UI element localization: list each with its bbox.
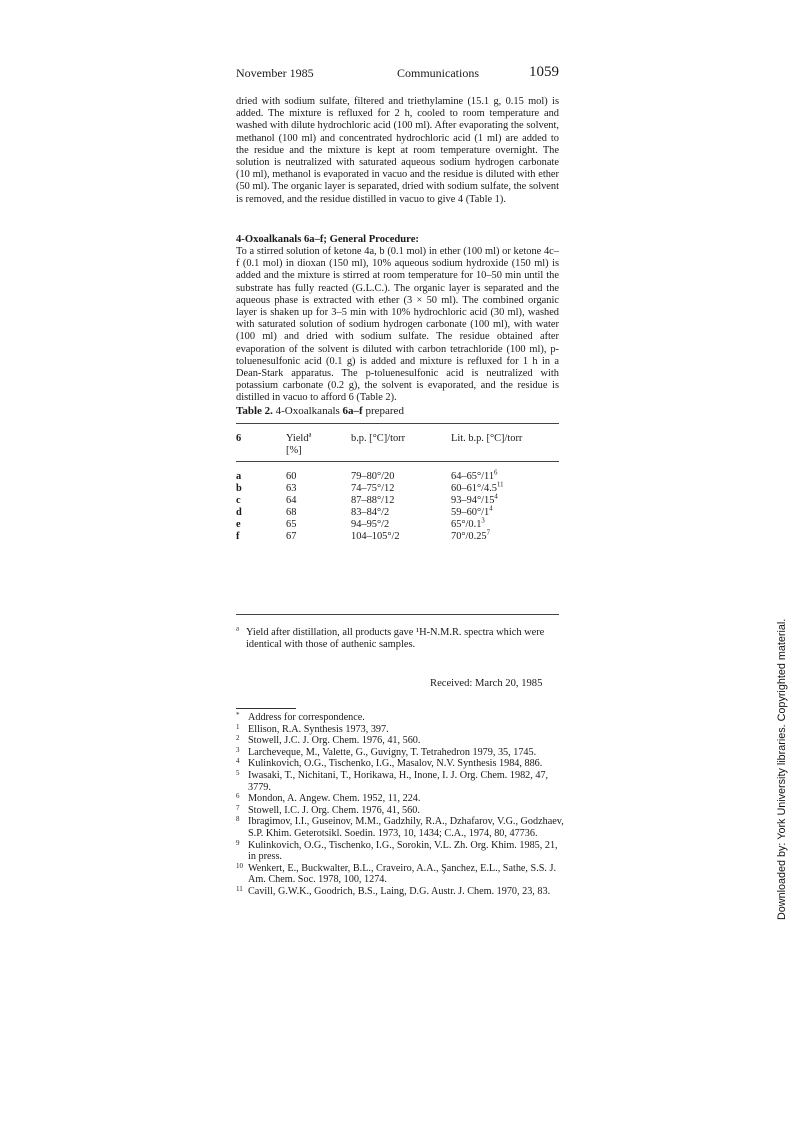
- body-paragraph-2: [236, 246, 559, 405]
- references-list: [236, 712, 566, 898]
- table-row: [236, 483, 559, 495]
- reference-item: [236, 793, 566, 805]
- reference-text: Ibragimov, I.I., Guseinov, M.M., Gadzhily, R.A., Dzhafarov, V.G., Godzhaev, S.P. Khim. Geterotsikl. Soedin. 1973, 10, 1434; C.A., 1974, 80, 47736.: [248, 816, 564, 839]
- received-date: Received: March 20, 1985: [430, 678, 543, 689]
- reference-item: [236, 805, 566, 817]
- lit-bp-value: 65°/0.1: [451, 519, 482, 530]
- cell-lit-bp: [451, 483, 559, 495]
- cell-compound: b: [236, 483, 242, 494]
- reference-text: Stowell, J.C. J. Org. Chem. 1976, 41, 560.: [248, 735, 421, 747]
- col-header-yield: Yield$^a$ [%]: [286, 431, 312, 456]
- reference-item: [236, 747, 566, 759]
- table-row: [236, 507, 559, 519]
- cell-bp: 104–105°/2: [351, 531, 400, 542]
- page-header: [236, 66, 559, 84]
- cell-bp: 83–84°/2: [351, 507, 390, 518]
- body-paragraph-1: [236, 96, 559, 206]
- reference-number: 1: [236, 722, 240, 731]
- reference-text: Iwasaki, T., Nichitani, T., Horikawa, H., Inone, I. J. Org. Chem. 1982, 47, 3779.: [248, 769, 549, 793]
- cell-bp: 74–75°/12: [351, 483, 395, 494]
- reference-text: Wenkert, E., Buckwalter, B.L., Craveiro, A.A., Şanchez, E.L., Sathe, S.S. J. Am. Chem. Soc. 1978, 100, 1274.: [248, 862, 557, 886]
- col-header-compound: 6: [236, 433, 242, 444]
- footnote-text: Yield after distillation, all products gave ¹H-N.M.R. spectra which were identical with those of authenic samples.: [246, 627, 545, 651]
- cell-lit-bp: [451, 507, 559, 519]
- cell-yield: 60: [286, 471, 297, 482]
- section-title: 4-Oxoalkanals 6a–f; General Procedure:: [236, 234, 419, 245]
- cell-compound: a: [236, 471, 242, 482]
- reference-number: 7: [236, 803, 240, 812]
- table-label: Table 2.: [236, 405, 273, 417]
- footnote-divider: [236, 708, 296, 709]
- lit-ref-mark: 11: [497, 481, 504, 489]
- reference-text: Address for correspondence.: [248, 712, 365, 723]
- reference-number: 6: [236, 792, 240, 801]
- table-row: [236, 531, 559, 543]
- cell-compound: f: [236, 531, 240, 542]
- reference-item: [236, 840, 566, 863]
- lit-bp-value: 60–61°/4.5: [451, 483, 498, 494]
- reference-number: 10: [236, 861, 243, 870]
- reference-text: Kulinkovich, O.G., Tischenko, I.G., Masalov, N.V. Synthesis 1984, 886.: [248, 758, 543, 770]
- reference-item: [236, 863, 566, 886]
- reference-item: [236, 712, 566, 724]
- lit-bp-value: 59–60°/1: [451, 507, 490, 518]
- table-caption-compounds: 6a–f: [342, 405, 363, 417]
- reference-number: 3: [236, 745, 240, 754]
- download-watermark: Downloaded by: York University libraries. Copyrighted material.: [776, 618, 788, 920]
- table-row: [236, 465, 559, 483]
- col-header-bp: b.p. [°C]/torr: [351, 433, 406, 444]
- cell-yield: 65: [286, 519, 297, 530]
- reference-item: [236, 724, 566, 736]
- table-mid-rule: [236, 461, 559, 462]
- reference-number: *: [236, 711, 240, 719]
- table-caption: [236, 405, 404, 417]
- cell-yield: 68: [286, 507, 297, 518]
- reference-text: Ellison, R.A. Synthesis 1973, 397.: [248, 723, 389, 735]
- header-date: November 1985: [236, 66, 314, 80]
- reference-number: 8: [236, 815, 240, 824]
- reference-number: 5: [236, 768, 240, 777]
- cell-lit-bp: [451, 465, 559, 483]
- cell-bp: 94–95°/2: [351, 519, 390, 530]
- reference-item: [236, 735, 566, 747]
- cell-compound: c: [236, 495, 241, 506]
- reference-item: [236, 770, 566, 793]
- reference-item: [236, 886, 566, 898]
- lit-bp-value: 64–65°/11: [451, 471, 495, 482]
- table-caption-suffix: prepared: [365, 405, 404, 417]
- reference-number: 11: [236, 884, 243, 893]
- lit-ref-mark: 6: [494, 469, 498, 477]
- table-top-rule: [236, 423, 559, 424]
- lit-ref-mark: 4: [494, 493, 498, 501]
- reference-number: 9: [236, 838, 240, 847]
- lit-ref-mark: 4: [489, 505, 493, 513]
- cell-yield: 64: [286, 495, 297, 506]
- cell-lit-bp: [451, 519, 559, 531]
- page-number: 1059: [529, 64, 559, 80]
- reference-item: [236, 758, 566, 770]
- table-row: [236, 495, 559, 507]
- cell-compound: d: [236, 507, 242, 518]
- data-table: [236, 433, 559, 543]
- header-journal: Communications: [397, 66, 479, 80]
- lit-bp-value: 70°/0.25: [451, 531, 487, 542]
- table-footnote: [236, 625, 559, 651]
- cell-compound: e: [236, 519, 241, 530]
- reference-text: Mondon, A. Angew. Chem. 1952, 11, 224.: [248, 793, 421, 805]
- reference-number: 4: [236, 757, 240, 766]
- footnote-mark: a: [236, 625, 239, 633]
- table-row: [236, 519, 559, 531]
- reference-text: Kulinkovich, O.G., Tischenko, I.G., Sorokin, V.L. Zh. Org. Khim. 1985, 21, in press.: [248, 839, 558, 863]
- cell-yield: 63: [286, 483, 297, 494]
- table-bottom-rule: [236, 614, 559, 615]
- reference-text: Larcheveque, M., Valette, G., Guvigny, T. Tetrahedron 1979, 35, 1745.: [248, 746, 537, 758]
- reference-item: [236, 816, 566, 839]
- cell-bp: 87–88°/12: [351, 495, 395, 506]
- cell-yield: 67: [286, 531, 297, 542]
- cell-lit-bp: [451, 495, 559, 507]
- paragraph-text: To a stirred solution of ketone 4a, b (0.1 mol) in ether (100 ml) or ketone 4c–f (0.1 mol) in dioxan (150 ml), 10% aqueous sodium hydroxide (150 ml) is added and the mixture is stirred at room temperature for 10–50 min until the substrate has fully reacted (G.L.C.). The organic layer is separated and the aqueous phase is extracted with ether (3 × 50 ml). The combined organic layer is shaken up for 3–5 min with 10% hydrochloric acid (30 ml), washed with saturated solution of sodium hydrogen carbonate (100 ml), with water (100 ml) and dried with sodium sulfate. The residue obtained after evaporation of the solvent is diluted with carbon tetrachloride (100 ml), p-toluenesulfonic acid (0.1 g) is added and mixture is refluxed for 1 h in a Dean-Stark apparatus. The p-toluenesulfonic acid is neutralized with potassium carbonate (0.2 g), the solvent is evaporated, and the residue is distilled in vacuo to afford 6 (Table 2).: [236, 246, 559, 404]
- lit-bp-value: 93–94°/15: [451, 495, 495, 506]
- lit-ref-mark: 3: [481, 517, 485, 525]
- col-header-lit-bp: Lit. b.p. [°C]/torr: [451, 433, 523, 444]
- reference-text: Stowell, I.C. J. Org. Chem. 1976, 41, 560.: [248, 804, 420, 816]
- table-body: [236, 465, 559, 543]
- reference-number: 2: [236, 734, 240, 743]
- table-caption-text: 4-Oxoalkanals: [275, 405, 340, 417]
- paragraph-text: dried with sodium sulfate, filtered and triethylamine (15.1 g, 0.15 mol) is added. The mixture is refluxed for 2 h, cooled to room temperature and washed with dilute hydrochloric acid (100 ml). After evaporating the solvent, methanol (100 ml) and concentrated hydrochloric acid (1 ml) are added to the residue and the mixture is kept at room temperature overnight. The solution is neutralized with saturated aqueous sodium hydrogen carbonate (10 ml), methanol is evaporated in vacuo and the residue is diluted with ether (50 ml). The organic layer is separated, dried with sodium sulfate, the solvent is removed, and the residue distilled in vacuo to give 4 (Table 1).: [236, 96, 559, 205]
- cell-bp: 79–80°/20: [351, 471, 395, 482]
- reference-text: Cavill, G.W.K., Goodrich, B.S., Laing, D.G. Austr. J. Chem. 1970, 23, 83.: [248, 885, 551, 897]
- cell-lit-bp: [451, 531, 559, 543]
- lit-ref-mark: 7: [486, 529, 490, 537]
